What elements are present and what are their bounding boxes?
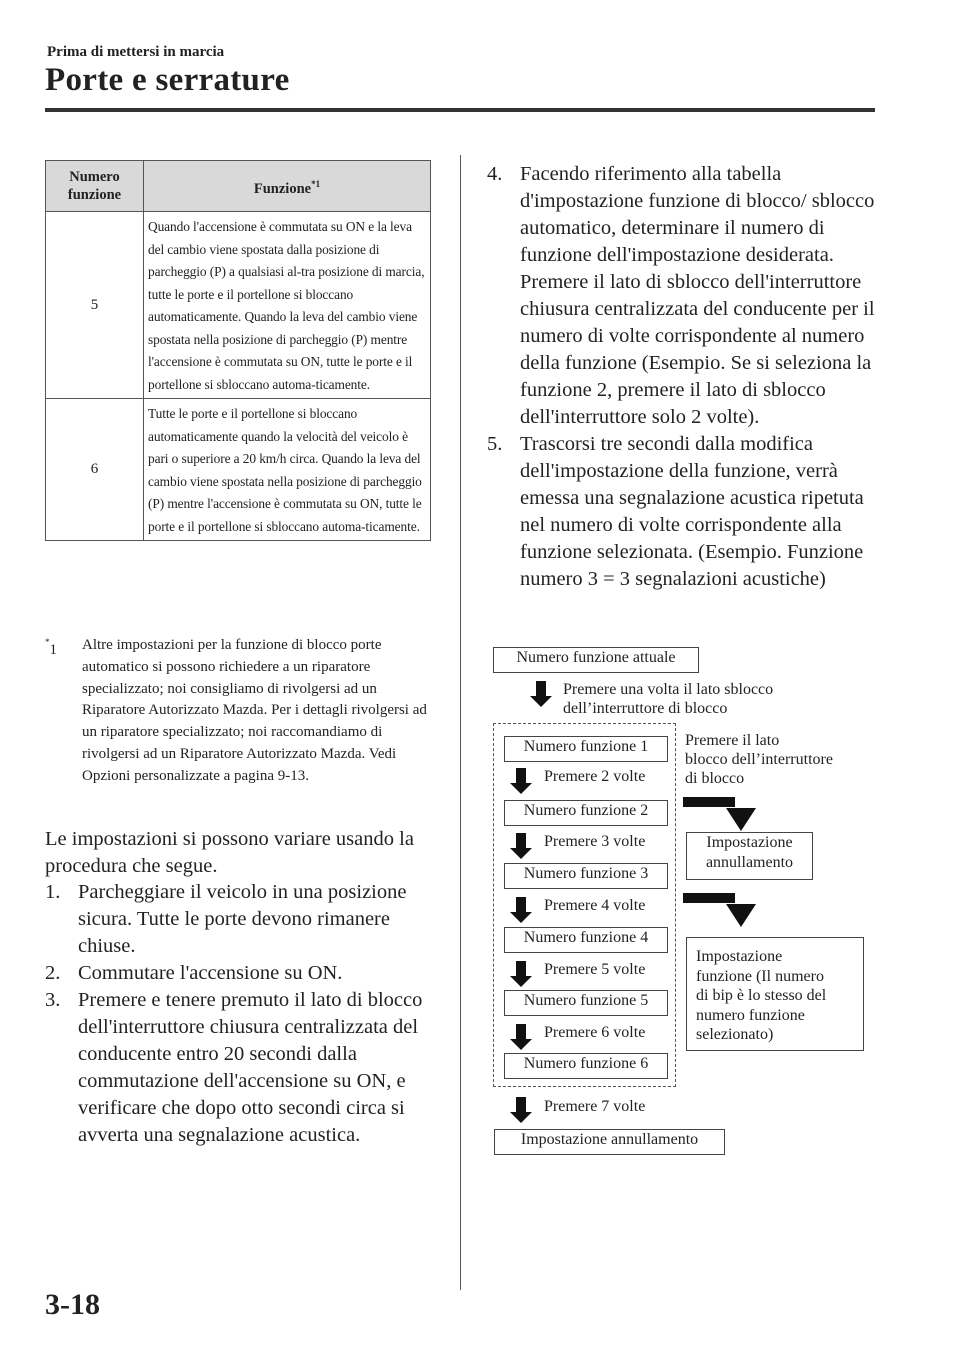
function-box-5: Numero funzione 5 — [504, 990, 668, 1016]
footnote-text: Altre impostazioni per la funzione di blocco porte automatico si possono richiedere a un riparatore specializzato; noi consigliamo di rivolgersi ad un Riparatore Autorizzato Mazda. Per i dettagli rivolgersi ad un riparatore specializzato; noi raccomandiamo di rivolgersi ad un Riparatore Autorizzato Mazda. Vedi Opzioni personalizzate a pagina 9-13. — [82, 637, 427, 784]
press-once-label: dell’interruttore di blocco — [563, 700, 728, 717]
press-lock-label: di blocco — [685, 770, 745, 787]
intro-paragraph: Le impostazioni si possono variare usando la procedura che segue. — [45, 828, 414, 877]
function-setting-box: Impostazione funzione (Il numero di bip è lo stesso del numero funzione selezionato) — [686, 937, 864, 1051]
page-title: Porte e serrature — [45, 62, 290, 98]
press-once-label: Premere una volta il lato sblocco — [563, 681, 774, 698]
arrow-right-down-icon — [683, 797, 756, 831]
list-item: 2. Commutare l'accensione su ON. — [45, 962, 343, 984]
col-header-function: Funzione$^{*1}$ — [144, 161, 431, 212]
list-item: 4. Facendo riferimento alla tabella d'impostazione funzione di blocco/ sblocco automatico, determinare il numero di funzione dell'impostazione desiderata. Premere il lato di sblocco dell'interruttore chiusura centralizzata del conducente per il numero di volte corrispondente al numero della funzione (Esempio. Se si seleziona la funzione 2, premere il lato di sblocco dell'interruttore solo 2 volte). — [487, 163, 875, 428]
footnote-marker: *1 — [45, 637, 57, 658]
press-count-label: Premere 3 volte — [544, 833, 646, 850]
function-box-3: Numero funzione 3 — [504, 863, 668, 889]
current-function-box: Numero funzione attuale — [493, 647, 699, 673]
section-heading: Prima di mettersi in marcia — [47, 44, 225, 60]
cancel-setting-box: Impostazione annullamento — [686, 832, 813, 880]
arrow-right-down-icon — [683, 893, 756, 927]
press-count-label: Premere 7 volte — [544, 1098, 646, 1115]
press-count-label: Premere 5 volte — [544, 961, 646, 978]
arrow-down-icon — [530, 681, 552, 707]
press-count-label: Premere 4 volte — [544, 897, 646, 914]
arrow-down-icon — [510, 1097, 532, 1123]
page-number: 3-18 — [45, 1288, 100, 1321]
function-box-2: Numero funzione 2 — [504, 800, 668, 826]
press-count-label: Premere 2 volte — [544, 768, 646, 785]
press-lock-label: blocco dell’interruttore — [685, 751, 833, 768]
function-box-6: Numero funzione 6 — [504, 1053, 668, 1079]
press-lock-label: Premere il lato — [685, 732, 780, 749]
row-number: 6 — [46, 399, 144, 541]
col-header-number: Numero funzione — [46, 161, 144, 212]
press-count-label: Premere 6 volte — [544, 1024, 646, 1041]
row-number: 5 — [46, 212, 144, 399]
row-description: Quando l'accensione è commutata su ON e la leva del cambio viene spostata dalla posizione di parcheggio (P) a qualsiasi al-tra posizione di marcia, tutte le porte e il portellone si bloccano automaticamente. Quando la leva del cambio viene spostata nella posizione di parcheggio (P) mentre l'accensione è commutata su ON, tutte le porte e il portellone si sbloccano automa-ticamente. — [144, 212, 431, 399]
function-box-4: Numero funzione 4 — [504, 927, 668, 953]
row-description: Tutte le porte e il portellone si bloccano automaticamente quando la velocità del veicolo è pari o superiore a 20 km/h circa. Quando la leva del cambio viene spostata nella posizione di parcheggio (P) mentre l'accensione è commutata su ON, tutte le porte e il portellone si sbloccano automa-ticamente. — [144, 399, 431, 541]
list-item: 1. Parcheggiare il veicolo in una posizione sicura. Tutte le porte devono rimanere chiuse. — [45, 881, 407, 957]
final-cancel-box: Impostazione annullamento — [494, 1129, 725, 1155]
list-item: 3. Premere e tenere premuto il lato di blocco dell'interruttore chiusura centralizzata del conducente entro 20 secondi dalla commutazione dell'accensione su ON, e verificare che dopo otto secondi circa si avverta una segnalazione acustica. — [45, 989, 423, 1146]
list-item: 5. Trascorsi tre secondi dalla modifica dell'impostazione della funzione, verrà emessa una segnalazione acustica ripetuta nel numero di volte corrispondente alla funzione selezionata. (Esempio. Funzione numero 3 = 3 segnalazioni acustiche) — [487, 433, 864, 590]
function-box-1: Numero funzione 1 — [504, 736, 668, 762]
